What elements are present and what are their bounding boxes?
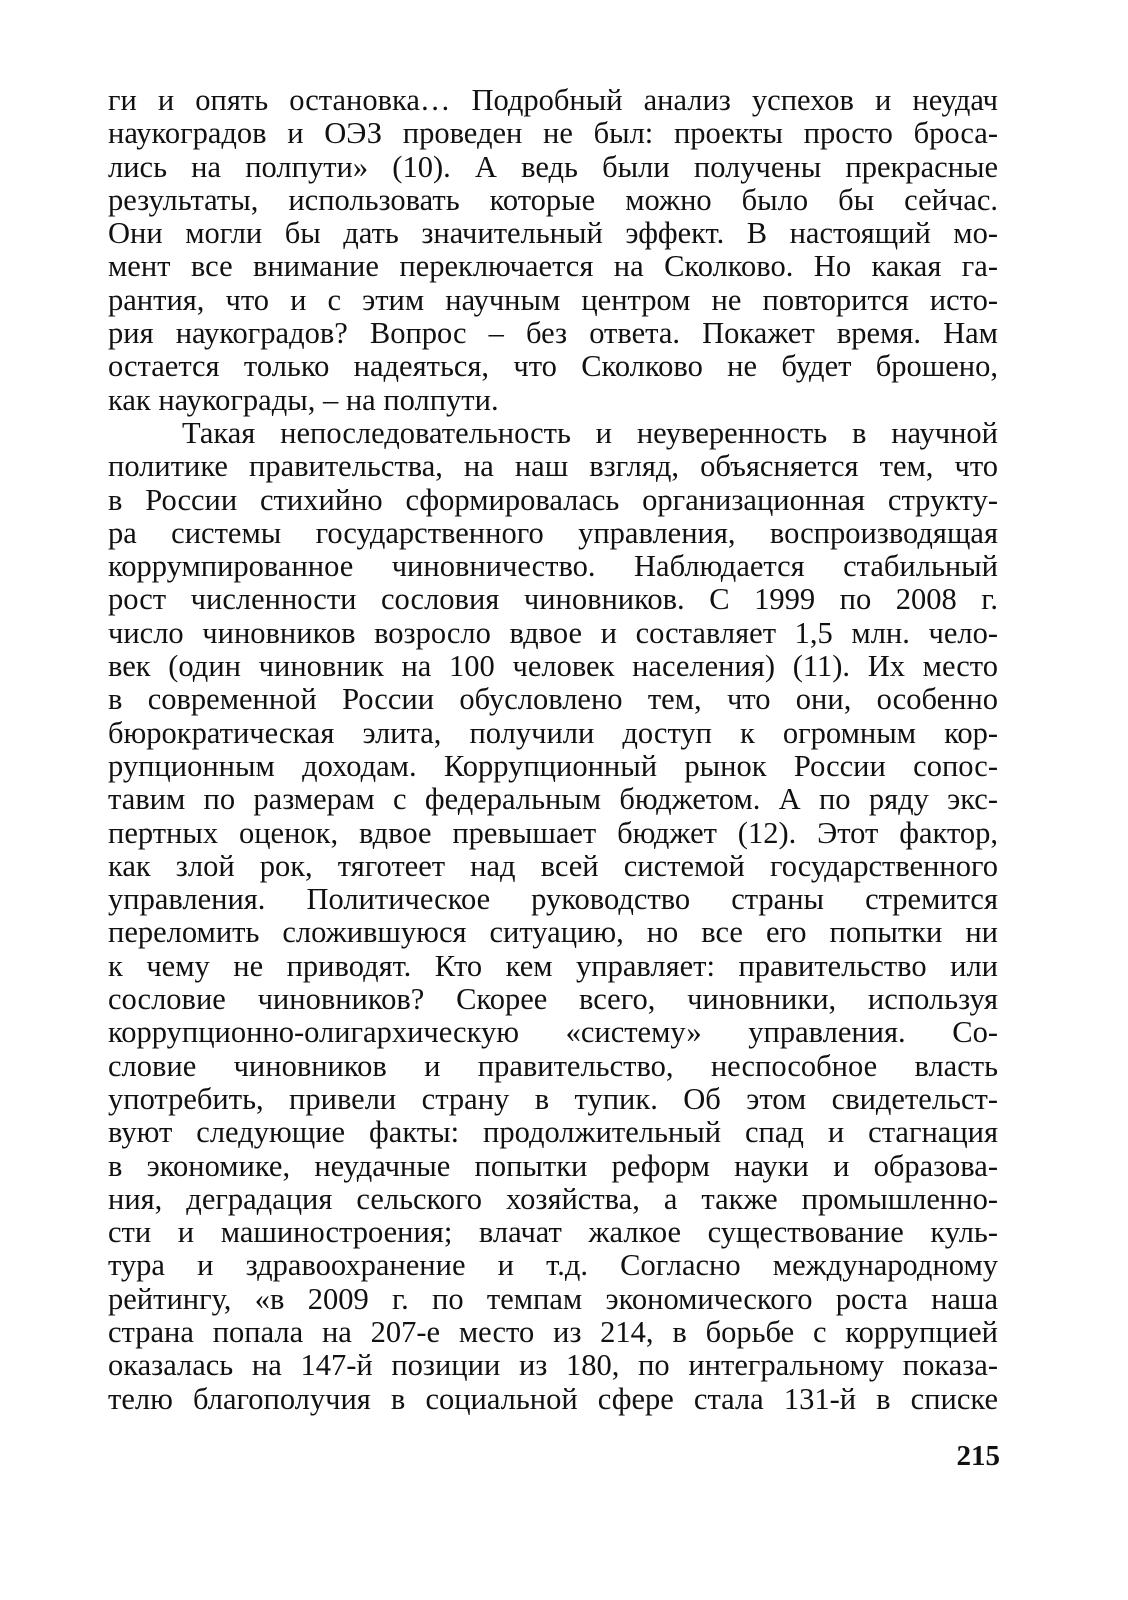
text-line: ги и опять остановка… Подробный анализ успехов и неудач [108,83,998,117]
text-line: как злой рок, тяготеет над всей системой государственного [108,848,998,883]
text-line: вуют следующие факты: продолжительный спад и стагнация [108,1115,998,1150]
text-line: ния, деградация сельского хозяйства, а также промышленно- [108,1181,998,1216]
text-line: политике правительства, на наш взгляд, объясняется тем, что [108,449,998,484]
text-line: сти и машиностроения; влачат жалкое существование куль- [108,1215,998,1250]
text-line: рупционным доходам. Коррупционный рынок России сопос- [108,748,998,783]
text-line: наукоградов и ОЭЗ проведен не был: проекты просто броса- [108,116,998,151]
text-line: переломить сложившуюся ситуацию, но все его попытки ни [108,915,998,950]
text-line: рейтингу, «в 2009 г. по темпам экономического роста наша [108,1281,998,1316]
text-line: оказалась на 147-й позиции из 180, по интегральному показа- [108,1348,998,1383]
text-line: тавим по размерам с федеральным бюджетом. А по ряду экс- [108,782,998,817]
text-line: Такая непоследовательность и неуверенность в научной [182,415,998,450]
page-text [108,84,998,1416]
text-line: управления. Политическое руководство страны стремится [108,882,998,917]
text-line: как наукограды, – на полпути. [108,382,499,417]
text-line: ра системы государственного управления, воспроизводящая [108,515,998,550]
text-line: тура и здравоохранение и т.д. Согласно международному [108,1248,998,1283]
text-line: в экономике, неудачные попытки реформ науки и образова- [108,1148,998,1183]
text-line: число чиновников возросло вдвое и составляет 1,5 млн. чело- [108,615,998,650]
text-line: Они могли бы дать значительный эффект. В настоящий мо- [108,216,998,251]
text-line: остается только надеяться, что Сколково не будет брошено, [108,349,998,384]
text-line: коррумпированное чиновничество. Наблюдается стабильный [108,549,998,584]
paragraph-2 [108,417,998,1416]
text-line: телю благополучия в социальной сфере стала 131-й в списке [108,1381,998,1416]
text-line: результаты, использовать которые можно было бы сейчас. [108,182,998,217]
text-line: употребить, привели страну в тупик. Об этом свидетельст- [108,1081,998,1116]
text-line: пертных оценок, вдвое превышает бюджет (12). Этот фактор, [108,815,998,850]
text-line: сословие чиновников? Скорее всего, чиновники, используя [108,982,998,1017]
text-line: к чему не приводят. Кто кем управляет: правительство или [108,948,998,983]
text-line: век (один чиновник на 100 человек населения) (11). Их место [108,649,998,684]
text-line: лись на полпути» (10). А ведь были получены прекрасные [108,149,998,184]
text-line: в России стихийно сформировалась организационная структу- [108,482,998,517]
text-line: рост численности сословия чиновников. С 1999 по 2008 г. [108,582,998,617]
text-line: бюрократическая элита, получили доступ к огромным кор- [108,715,998,750]
text-line: страна попала на 207-е место из 214, в борьбе с коррупцией [108,1314,998,1349]
text-line: словие чиновников и правительство, неспособное власть [108,1048,998,1083]
paragraph-1 [108,84,998,417]
text-line: в современной России обусловлено тем, что они, особенно [108,682,998,717]
text-line: рантия, что и с этим научным центром не повторится исто- [108,282,998,317]
text-line: рия наукоградов? Вопрос – без ответа. Покажет время. Нам [108,316,998,351]
text-line: коррупционно-олигархическую «систему» управления. Со- [108,1015,998,1050]
text-line: мент все внимание переключается на Сколково. Но какая га- [108,249,998,284]
page-number: 215 [956,1440,1000,1472]
